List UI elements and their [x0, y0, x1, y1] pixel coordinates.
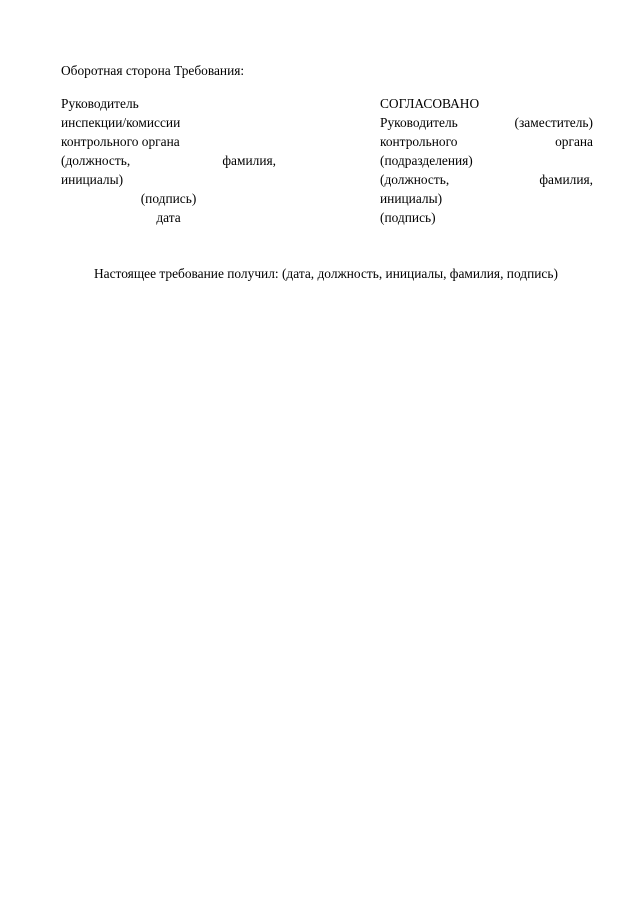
signature-label: (подпись)	[140, 191, 197, 206]
approval-position-label: (должность,	[380, 172, 450, 187]
position-label: (должность,	[61, 153, 131, 168]
approval-signature-label: (подпись)	[380, 210, 436, 225]
approved-title: СОГЛАСОВАНО	[380, 96, 480, 111]
inspection-head-block	[61, 94, 276, 227]
approval-block	[380, 94, 593, 227]
initials-label: инициалы)	[61, 172, 124, 187]
position-surname-line	[61, 151, 276, 170]
body-label: органа	[555, 134, 593, 149]
surname-label: фамилия,	[222, 153, 276, 168]
inspection-commission-label: инспекции/комиссии	[61, 115, 181, 130]
date-label: дата	[156, 210, 181, 225]
inspection-head-title: Руководитель	[61, 96, 139, 111]
department-label: (подразделения)	[380, 153, 473, 168]
control-body-line	[380, 132, 593, 151]
control-label: контрольного	[380, 134, 458, 149]
page-heading: Оборотная сторона Требования:	[61, 63, 245, 78]
approval-position-surname-line	[380, 170, 593, 189]
deputy-label: (заместитель)	[514, 115, 593, 130]
approval-initials-label: инициалы)	[380, 191, 443, 206]
head-deputy-line	[380, 113, 593, 132]
approval-surname-label: фамилия,	[539, 172, 593, 187]
control-body-label: контрольного органа	[61, 134, 180, 149]
head-label: Руководитель	[380, 115, 458, 130]
receipt-paragraph: Настоящее требование получил: (дата, должность, инициалы, фамилия, подпись)	[94, 266, 558, 281]
